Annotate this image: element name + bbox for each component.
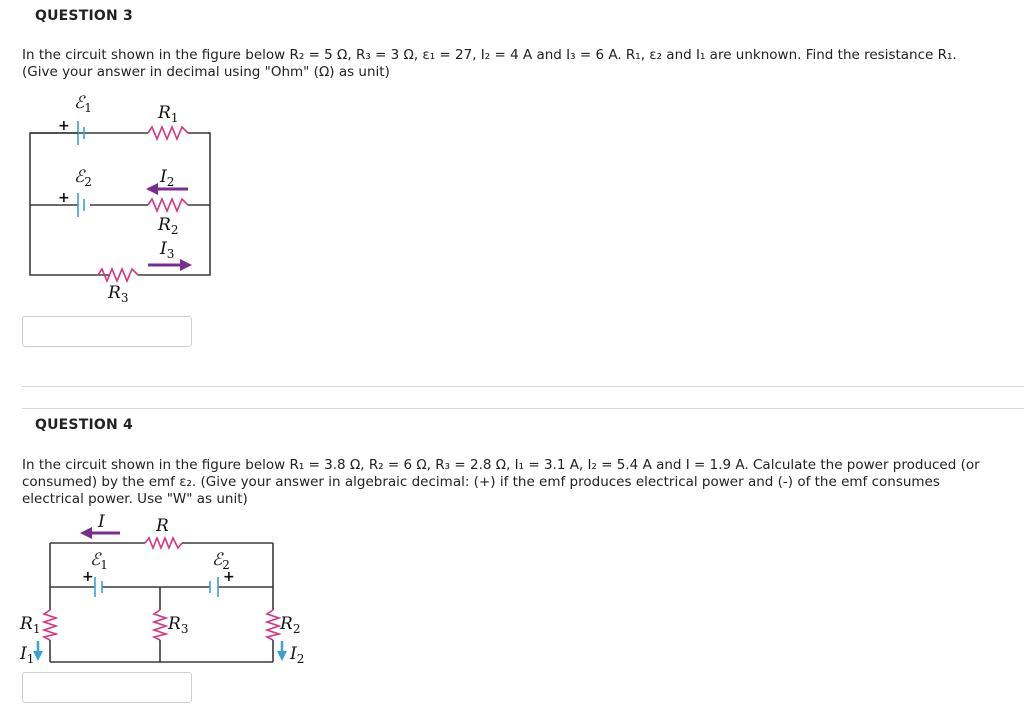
emf-2-label: ℰ$_2$	[212, 550, 230, 572]
resistor-r3-label: $R_3$	[168, 614, 189, 636]
divider-bottom	[22, 408, 1024, 409]
emf-1-label: ℰ$_1$	[74, 93, 92, 115]
current-i2-arrow	[277, 641, 287, 661]
question-3-circuit-diagram	[20, 90, 240, 310]
current-i1-arrow	[33, 641, 43, 661]
emf-2-plus-sign: +	[58, 190, 70, 206]
resistor-r2	[148, 199, 188, 211]
emf-2-plus-sign: +	[223, 569, 235, 585]
question-4-title: QUESTION 4	[35, 417, 133, 433]
emf-1-battery	[30, 121, 84, 145]
resistor-r2-label: $R_2$	[158, 215, 179, 237]
question-4-text-line-2: consumed) by the emf ε₂. (Give your answer in algebraic decimal: (+) if the emf produces electrical power and (-) of the emf consumes	[22, 474, 940, 490]
emf-2-battery	[78, 193, 84, 217]
question-4-answer-input[interactable]	[22, 672, 192, 703]
divider-top	[22, 386, 1024, 387]
question-4-text-line-3: electrical power. Use "W" as unit)	[22, 491, 248, 507]
current-i3-label: $I_3$	[160, 239, 175, 261]
circuit-wires	[50, 543, 273, 662]
resistor-r1	[44, 610, 56, 640]
emf-1-plus-sign: +	[58, 118, 70, 134]
question-4-circuit-diagram	[20, 512, 320, 666]
resistor-r1	[148, 127, 188, 139]
resistor-r3-label: $R_3$	[108, 283, 129, 305]
question-3-text-line-2: (Give your answer in decimal using "Ohm" (Ω) as unit)	[22, 64, 390, 80]
question-3-text-line-1: In the circuit shown in the figure below R₂ = 5 Ω, R₃ = 3 Ω, ε₁ = 27, I₂ = 4 A and I₃ = 6 A. R₁, ε₂ and I₁ are unknown. Find the resistance R₁.	[22, 47, 957, 63]
resistor-r1-label: $R_1$	[158, 103, 179, 125]
resistor-r3	[154, 610, 166, 640]
resistor-r3	[98, 269, 138, 281]
resistor-r2	[267, 610, 279, 640]
question-4-text	[22, 457, 1002, 508]
current-i2-label: $I_2$	[290, 644, 305, 666]
question-3-answer-input[interactable]	[22, 316, 192, 347]
question-3-text	[22, 47, 1002, 81]
circuit-wires	[30, 133, 210, 275]
current-i-label: I	[98, 512, 105, 532]
emf-1-plus-sign: +	[82, 569, 94, 585]
emf-2-battery	[210, 577, 218, 597]
resistor-r	[145, 538, 182, 548]
resistor-r1-label: $R_1$	[20, 614, 41, 636]
emf-2-label: ℰ$_2$	[74, 167, 92, 189]
question-3-title: QUESTION 3	[35, 8, 133, 24]
emf-1-battery	[95, 577, 102, 597]
resistor-r-label: R	[156, 516, 169, 536]
emf-1-label: ℰ$_1$	[90, 550, 108, 572]
current-i2-label: $I_2$	[160, 167, 175, 189]
question-4-text-line-1: In the circuit shown in the figure below R₁ = 3.8 Ω, R₂ = 6 Ω, R₃ = 2.8 Ω, I₁ = 3.1 A, I₂ = 5.4 A and I = 1.9 A. Calculate the power produced (or	[22, 457, 980, 473]
resistor-r2-label: $R_2$	[280, 614, 301, 636]
current-i1-label: $I_1$	[20, 644, 35, 666]
